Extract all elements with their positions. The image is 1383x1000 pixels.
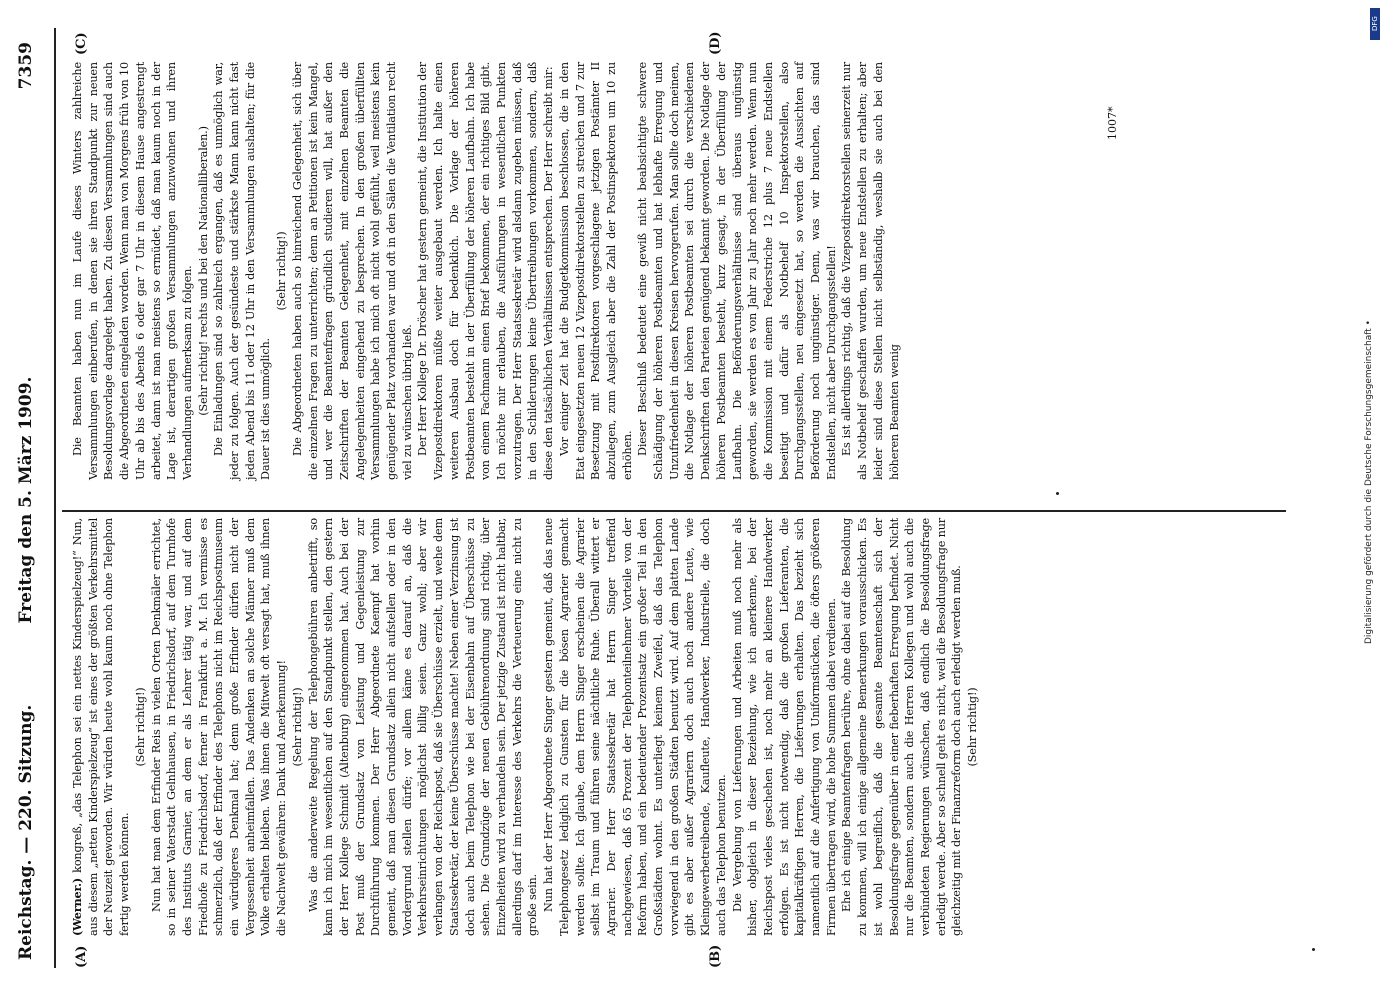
header-date: Freitag den 5. März 1909. <box>16 376 36 624</box>
left-interjection-3: (Sehr richtig!) <box>290 687 304 767</box>
right-column <box>70 62 902 480</box>
header-session: Reichstag. — 220. Sitzung. <box>16 704 36 960</box>
speaker-name: (Werner.) <box>70 877 84 936</box>
right-paragraph-2: Die Einladungen sind so zahlreich ergangen, daß es unmöglich war, jeder zu folgen. Auch der gesündeste und stärkste Mann kann nicht fast jeden Abend bis 11 oder 12 Uhr in den Versammlungen aushalten; für die Dauer ist dies unmöglich. <box>212 62 273 480</box>
right-interjection-1: (Sehr richtig! rechts und bei den Nationalliberalen.) <box>196 126 210 416</box>
left-paragraph-0 <box>70 518 133 936</box>
page-number: 7359 <box>16 42 36 90</box>
right-quote-6: Vor einiger Zeit hat die Budgetkommission beschlossen, die in den Etat eingesetzten neuen 12 Vizepostdirektorstellen zu streichen und 7 zur Besetzung mit Postdirektoren vorgeschlagene jetzigen Postämter II abzulegen, zum Ausgleich aber die Zahl der Postinspektoren um 10 zu erhöhen. <box>557 62 634 480</box>
right-paragraph-0: Die Beamten haben nun im Laufe dieses Winters zahlreiche Versammlungen einberufen, in denen sie ihren Standpunkt zur neuen Besoldungsvorlage dargelegt haben. Zu diesen Versammlungen sind auch die Abgeordneten eingeladen worden. Wenn man von Morgens früh von 10 Uhr ab bis des Abends 6 oder gar 7 Uhr in diesem Hause angestrengt arbeitet, dann ist man meistens so ermüdet, daß man kaum noch in der Lage ist, derartigen großen Versammlungen anzuwohnen und ihren Verhandlungen aufmerksam zu folgen. <box>71 62 194 480</box>
signature-mark: 1007* <box>1106 106 1119 140</box>
left-paragraph-6: Die Vergebung von Lieferungen und Arbeiten muß noch mehr als bisher, obgleich in dieser Beziehung, wie ich anerkenne, bei der Reichspost vieles geschehen ist, noch mehr an kleinere Handwerker erfolgen. Es ist nicht notwendig, daß die großen Lieferanten, die kapitalkräftigen Herren, die Lieferungen erhalten. Das bezieht sich namentlich auf die Anfertigung von Uniformstücken, die öfters größeren Firmen übertragen wird, die hohe Summen dabei verdienen. <box>730 518 838 936</box>
right-paragraph-4: Die Abgeordneten haben auch so hinreichend Gelegenheit, sich über die einzelnen Fragen zu unterrichten; denn an Petitionen ist kein Mangel, und wer die Beamtenfragen gründlich studieren will, hat außer den Zeitschriften der Beamten Gelegenheit, mit einzelnen Beamten die Angelegenheiten eingehend zu besprechen. In den großen überfüllten Versammlungen habe ich mich oft nicht wohl gefühlt, weil meistens kein genügender Platz vorhanden war und oft in den Sälen die Ventilation recht viel zu wünschen übrig ließ. <box>290 62 414 480</box>
left-interjection-8: (Sehr richtig!) <box>966 687 980 767</box>
column-divider <box>62 510 1286 512</box>
dfg-logo: DFG <box>1370 8 1380 40</box>
margin-letter-c: (C) <box>74 32 89 55</box>
margin-letter-b: (B) <box>708 944 723 968</box>
right-interjection-3: (Sehr richtig!) <box>275 231 289 311</box>
print-speck <box>1056 492 1059 495</box>
left-paragraph-7: Ehe ich einige Beamtenfragen berühre, ohne dabei auf die Besoldung zu kommen, will ich einige allgemeine Bemerkungen vorausschicken. Es ist wohl begreiflich, daß die gesamte Beamtenschaft sich der Besoldungsfrage gegenüber in einer fieberhaften Erregung befindet. Nicht nur die Beamten, sondern auch die Herren Kollegen und wohl auch die verbündeten Regierungen wünschen, daß endlich die Besoldungsfrage erledigt werde. Aber so schnell geht es nicht, weil die Besoldungsfrage nur gleichzeitig mit der Finanzreform doch auch erledigt werden muß. <box>840 518 964 936</box>
left-paragraph-4: Was die anderweite Regelung der Telephongebühren anbetrifft, so kann ich mich im wesentlichen auf den Standpunkt stellen, den gestern der Herr Kollege Schmidt (Altenburg) eingenommen hat. Auch bei der Post muß der Grundsatz von Leistung und Gegenleistung zur Durchführung kommen. Der Herr Abgeordnete Kaempf hat vorhin gemeint, daß man diesen Grundsatz allein nicht aufstellen oder in den Vordergrund stellen dürfe; vor allem käme es darauf an, daß die Verkehrseinrichtungen möglichst billig seien. Ganz wohl; aber wir verlangen von der Reichspost, daß sie Überschüsse erzielt, und wehe dem Staatssekretär, der keine Überschüsse machte! Neben einer Verzinsung ist doch auch beim Telephon wie bei der Eisenbahn auf Überschüsse zu sehen. Die Grundzüge der neuen Gebührenordnung sind richtig, über Einzelheiten wird zu verhandeln sein. Der jetzige Zustand ist nicht haltbar, allerdings darf im Interesse des Verkehrs die Verteuerung eine nicht zu große sein. <box>306 518 540 936</box>
left-interjection-1: (Sehr richtig!) <box>133 687 147 767</box>
right-paragraph-8: Es ist allerdings richtig, daß die Vizepostdirektorstellen seinerzeit nur als Notbehelf geschaffen wurden, um neue Endstellen zu erhalten; aber leider sind diese Stellen nicht selbständig, weshalb sie auch bei den höheren Beamten wenig <box>840 62 901 480</box>
header-rule <box>54 28 56 968</box>
page-header <box>8 20 48 980</box>
left-column <box>70 518 981 936</box>
digitization-note: Digitalisierung gefördert durch die Deutsche Forschungsgemeinschaft • <box>1364 320 1374 644</box>
print-speck <box>1312 948 1315 951</box>
left-paragraph-0-text: kongreß, „das Telephon sei ein nettes Kinderspielzeug!“ Nun, aus diesem „netten Kinderspielzeug“ ist eines der größten Verkehrsmittel der Neuzeit geworden. Wir würden heute wohl kaum noch ohne Telephon fertig werden können. <box>71 518 132 936</box>
rotated-document-page <box>8 20 1328 980</box>
margin-letter-a: (A) <box>74 945 89 968</box>
right-quote-7: Dieser Beschluß bedeutet eine gewiß nicht beabsichtigte schwere Schädigung der höheren Postbeamten und hat lebhafte Erregung und Unzufriedenheit in diesen Kreisen hervorgerufen. Man sollte doch meinen, die Notlage der höheren Postbeamten sei durch die verschiedenen Denkschriften den Parteien genügend bekannt geworden. Die Notlage der höheren Postbeamten besteht, kurz gesagt, in der Überfüllung der Laufbahn. Die Beförderungsverhältnisse sind überaus ungünstig geworden, sie werden es von Jahr zu Jahr noch mehr werden. Wenn nun die Kommission mit einem Federstriche 12 plus 7 neue Endstellen beseitigt und dafür als Notbehelf 10 Inspektorstellen, also Durchgangsstellen, neu eingesetzt hat, so werden die Aussichten auf Beförderung noch ungünstiger. Denn, was wir brauchen, das sind Endstellen, nicht aber Durchgangsstellen! <box>636 62 838 480</box>
left-paragraph-2: Nun hat man dem Erfinder Reis in vielen Orten Denkmäler errichtet, so in seiner Vaterstadt Gelnhausen, in Friedrichsdorf, auf dem Turnhofe des Instituts Garnier, an dem er als Lehrer tätig war, und auf dem Friedhofe zu Friedrichsdorf, ferner in Frankfurt a. M. Ich vermisse es schmerzlich, daß der Erfinder des Telephons nicht im Reichspostmuseum ein würdigeres Denkmal hat; denn große Erfinder dürfen nicht der Vergessenheit anheimfallen. Das Andenken an solche Männer muß dem Volke erhalten bleiben. Was ihnen die Mitwelt oft versagt hat, muß ihnen die Nachwelt gewähren: Dank und Anerkennung! <box>149 518 289 936</box>
left-paragraph-5: Nun hat der Herr Abgeordnete Singer gestern gemeint, daß das neue Telephongesetz lediglich zu Gunsten für die bösen Agrarier gemacht werden sollte. Ich glaube, dem Herrn Singer erscheinen die Agrarier selbst im Traum und führen seine nächtliche Ruhe. Überall wittert er Agrarier. Der Herr Staatssekretär hat Herrn Singer treffend nachgewiesen, daß 65 Prozent der Telephonteilnehmer Vorteile von der Reform haben, und ein bedeutender Prozentsatz ein großer Teil in den Großstädten wohnt. Es unterliegt keinem Zweifel, daß das Telephon vorwiegend in den großen Städten benutzt wird. Auf dem platten Lande gibt es aber außer Agrariern doch auch noch andere Leute, wie Kleingewerbetreibende, Kaufleute, Handwerker, Industrielle, die doch auch das Telephon benutzen. <box>542 518 728 936</box>
right-paragraph-5: Der Herr Kollege Dr. Dröscher hat gestern gemeint, die Institution der Vizepostdirektoren müßte weiter ausgebaut werden. Ich halte einen weiteren Ausbau doch für bedenklich. Die Vorlage der höheren Postbeamten besteht in der Überfüllung der höheren Laufbahn. Ich habe von einem Fachmann einen Brief bekommen, der ein richtiges Bild gibt. Ich möchte mir erlauben, die Ausführungen in wesentlichen Punkten vorzutragen. Der Herr Staatssekretär wird alsdann zugeben müssen, daß in den Schilderungen keine Übertreibungen vorkommen, sondern, daß diese den tatsächlichen Verhältnissen entsprechen. Der Herr schreibt mir: <box>416 62 556 480</box>
margin-letter-d: (D) <box>708 31 723 55</box>
